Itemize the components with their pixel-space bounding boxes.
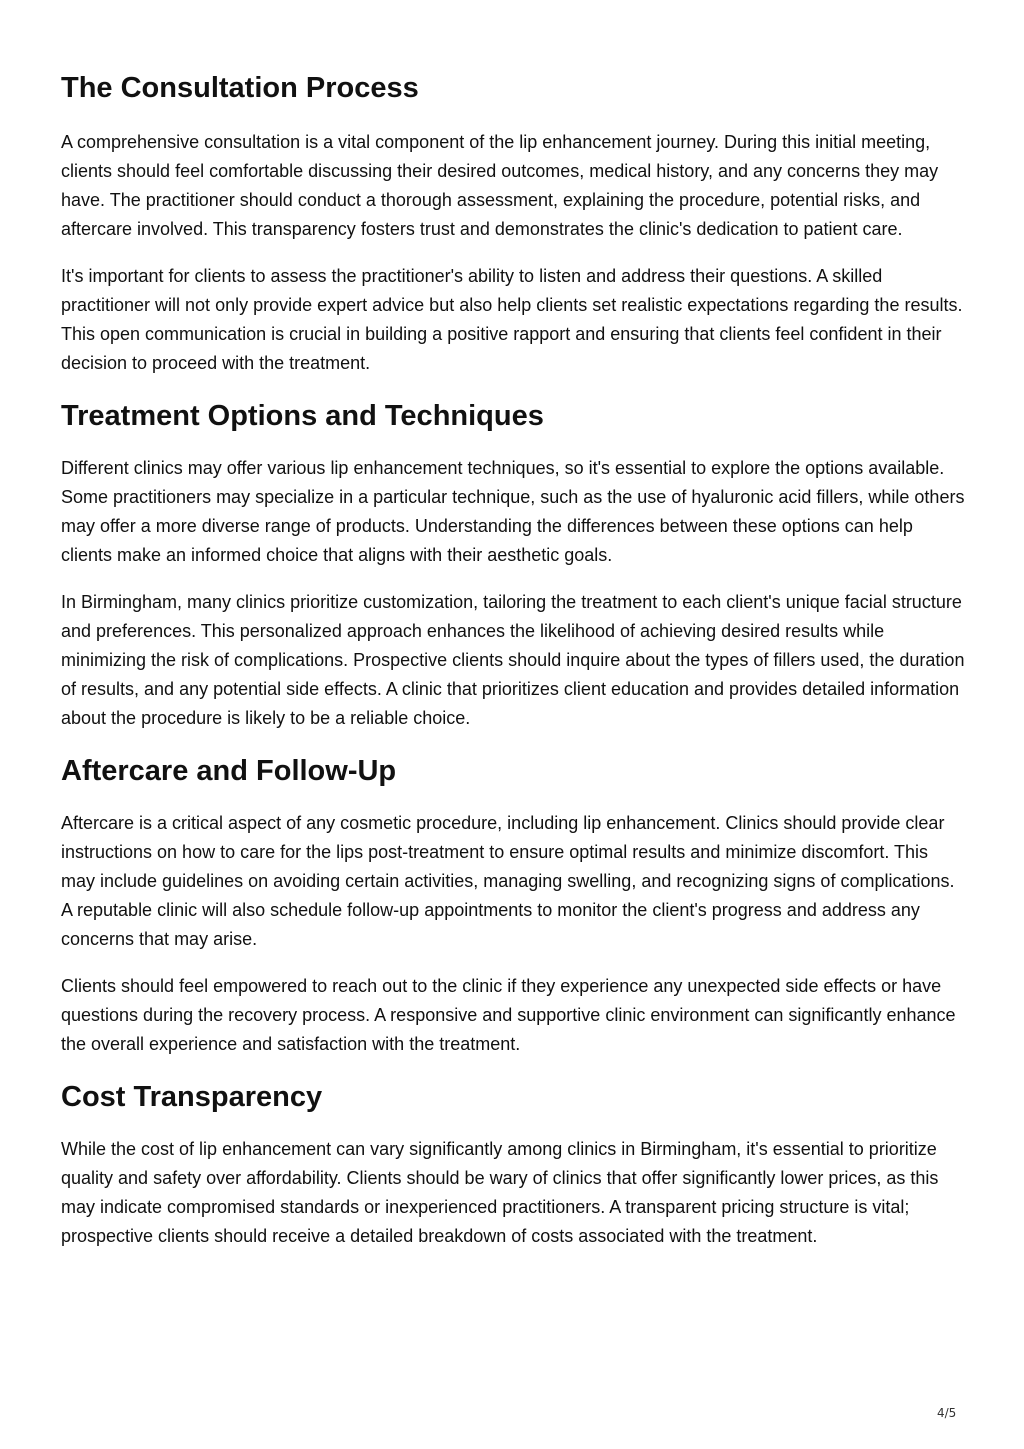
section-aftercare	[61, 753, 967, 1059]
section-cost-transparency	[61, 1079, 967, 1251]
section-heading: The Consultation Process	[61, 72, 419, 104]
section-heading: Treatment Options and Techniques	[61, 400, 544, 432]
document-page	[61, 0, 967, 1251]
section-heading: Aftercare and Follow-Up	[61, 755, 397, 787]
section-heading: Cost Transparency	[61, 1081, 323, 1113]
paragraph: Aftercare is a critical aspect of any cosmetic procedure, including lip enhancement. Clinics should provide clear instructions on how to care for the lips post-treatment to ensure optimal results and minimize discomfort. This may include guidelines on avoiding certain activities, managing swelling, and recognizing signs of complications. A reputable clinic will also schedule follow-up appointments to monitor the client's progress and address any concerns that may arise.	[61, 813, 955, 949]
paragraph: While the cost of lip enhancement can vary significantly among clinics in Birmingham, it's essential to prioritize quality and safety over affordability. Clients should be wary of clinics that offer significantly lower prices, as this may indicate compromised standards or inexperienced practitioners. A transparent pricing structure is vital; prospective clients should receive a detailed breakdown of costs associated with the treatment.	[61, 1139, 939, 1246]
section-treatment-options	[61, 398, 967, 733]
page-number: 4/5	[937, 1406, 957, 1420]
paragraph: It's important for clients to assess the practitioner's ability to listen and address their questions. A skilled practitioner will not only provide expert advice but also help clients set realistic expectations regarding the results. This open communication is crucial in building a positive rapport and ensuring that clients feel confident in their decision to proceed with the treatment.	[61, 266, 963, 373]
paragraph: A comprehensive consultation is a vital component of the lip enhancement journey. During this initial meeting, clients should feel comfortable discussing their desired outcomes, medical history, and any concerns they may have. The practitioner should conduct a thorough assessment, explaining the procedure, potential risks, and aftercare involved. This transparency fosters trust and demonstrates the clinic's dedication to patient care.	[61, 132, 939, 239]
paragraph: In Birmingham, many clinics prioritize customization, tailoring the treatment to each client's unique facial structure and preferences. This personalized approach enhances the likelihood of achieving desired results while minimizing the risk of complications. Prospective clients should inquire about the types of fillers used, the duration of results, and any potential side effects. A clinic that prioritizes client education and provides detailed information about the procedure is likely to be a reliable choice.	[61, 592, 965, 728]
paragraph: Different clinics may offer various lip enhancement techniques, so it's essential to explore the options available. Some practitioners may specialize in a particular technique, such as the use of hyaluronic acid fillers, while others may offer a more diverse range of products. Understanding the differences between these options can help clients make an informed choice that aligns with their aesthetic goals.	[61, 458, 965, 565]
paragraph: Clients should feel empowered to reach out to the clinic if they experience any unexpected side effects or have questions during the recovery process. A responsive and supportive clinic environment can significantly enhance the overall experience and satisfaction with the treatment.	[61, 976, 956, 1054]
section-consultation-process	[61, 70, 967, 378]
